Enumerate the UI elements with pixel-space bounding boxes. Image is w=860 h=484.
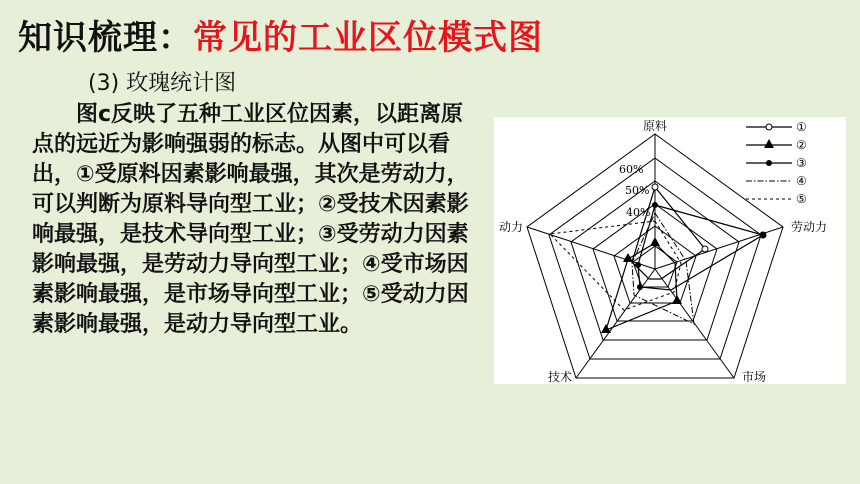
legend-label-5: ⑤ bbox=[796, 192, 807, 206]
axis-label-right: 劳动力 bbox=[791, 220, 828, 234]
series-3-point bbox=[635, 262, 641, 268]
rose-diagram bbox=[494, 117, 846, 384]
axis-label-top: 原料 bbox=[642, 119, 668, 133]
series-1-point bbox=[702, 246, 708, 252]
slide-title bbox=[18, 10, 543, 59]
legend-item-3 bbox=[746, 156, 807, 170]
title-main: 常见的工业区位模式图 bbox=[193, 18, 543, 58]
series-1-point bbox=[652, 184, 658, 190]
section-subheading: (3) 玫瑰统计图 bbox=[88, 71, 237, 96]
ring-label-50: 50% bbox=[625, 184, 650, 197]
axis-bottom-right bbox=[655, 269, 734, 378]
legend-item-2 bbox=[746, 138, 807, 152]
series-3-point bbox=[637, 284, 643, 290]
axis-label-left: 动力 bbox=[498, 220, 523, 234]
axes bbox=[527, 134, 783, 378]
ring-label-40: 40% bbox=[626, 206, 651, 219]
axis-label-bottom-right: 市场 bbox=[741, 370, 767, 384]
axis-label-bottom-left: 技术 bbox=[547, 370, 573, 384]
legend-label-1: ① bbox=[796, 120, 807, 134]
explanation-paragraph: 图c反映了五种工业区位因素，以距离原点的远近为影响强弱的标志。从图中可以看出，①受原料因素影响最强，其次是劳动力，可以判断为原料导向型工业；②受技术因素影响最强，是技术导向型工业；③受劳动力因素影响最强，是劳动力导向型工业；④受市场因素影响最强，是市场导向型工业；⑤受动力因素影响最强，是动力导向型工业。 bbox=[32, 102, 469, 337]
legend bbox=[746, 120, 807, 206]
legend-label-2: ② bbox=[796, 138, 807, 152]
ring-label-60: 60% bbox=[619, 163, 644, 176]
rose-diagram-figure bbox=[494, 117, 846, 384]
legend-item-4 bbox=[746, 174, 807, 188]
series-3-point bbox=[652, 202, 658, 208]
legend-label-3: ③ bbox=[796, 156, 807, 170]
series-2-point bbox=[672, 295, 682, 304]
series-3-point bbox=[760, 232, 767, 239]
axis-bottom-left bbox=[576, 269, 655, 378]
legend-label-4: ④ bbox=[796, 174, 807, 188]
series-2-point bbox=[650, 237, 660, 246]
legend-item-1 bbox=[746, 120, 807, 134]
title-prefix: 知识梳理： bbox=[18, 18, 193, 58]
legend-item-5 bbox=[746, 192, 807, 206]
